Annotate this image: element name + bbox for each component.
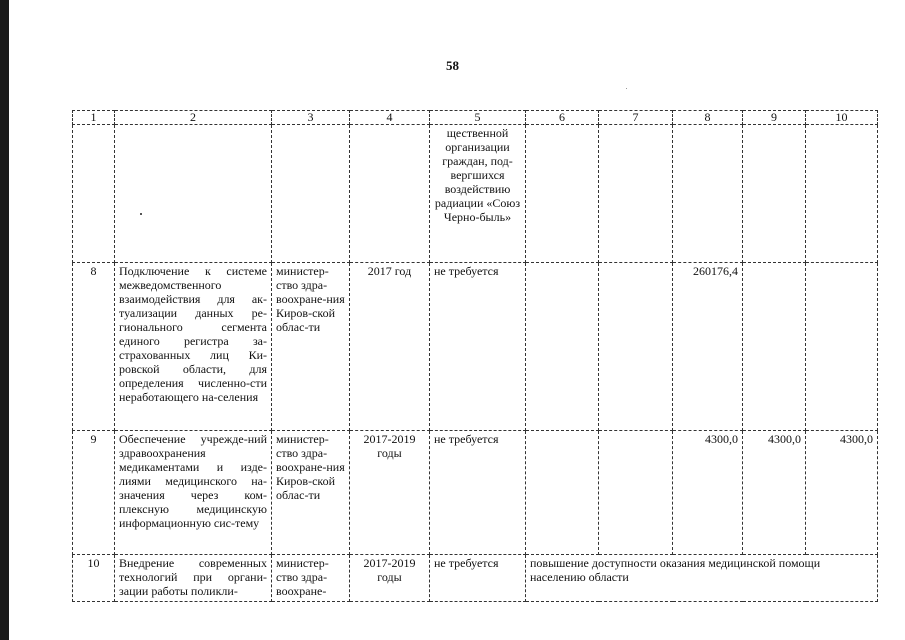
col6-cell bbox=[526, 431, 599, 555]
header-col-10: 10 bbox=[806, 111, 878, 125]
page-number: 58 bbox=[446, 58, 459, 73]
executor-cell: министер-ство здра-воохране-ния Киров-ской облас-ти bbox=[272, 431, 350, 555]
header-col-8: 8 bbox=[673, 111, 743, 125]
header-col-9: 9 bbox=[743, 111, 806, 125]
col9-cell: 4300,0 bbox=[743, 431, 806, 555]
table-cell bbox=[73, 125, 115, 263]
scan-speck bbox=[626, 88, 627, 89]
col5-cell: не требуется bbox=[430, 263, 526, 431]
period-cell: 2017-2019 годы bbox=[350, 431, 430, 555]
measure-cell: Подключение к системе межведомственного взаимодействия для ак-туализации данных ре-гионального сегмента единого регистра за-страхованных лиц Ки-ровской области, для определения численно-сти неработающего на-селения bbox=[115, 263, 272, 431]
row-number: 8 bbox=[73, 263, 115, 431]
table-row bbox=[73, 431, 878, 555]
col6-cell bbox=[526, 263, 599, 431]
table-cell bbox=[272, 125, 350, 263]
col8-cell: 4300,0 bbox=[673, 431, 743, 555]
table-cell bbox=[115, 125, 272, 263]
table-cell bbox=[743, 125, 806, 263]
header-col-5: 5 bbox=[430, 111, 526, 125]
col9-cell bbox=[743, 263, 806, 431]
executor-cell: министер-ство здра-воохране- bbox=[272, 555, 350, 602]
measures-table bbox=[72, 110, 878, 602]
header-col-7: 7 bbox=[599, 111, 673, 125]
table-cell bbox=[806, 125, 878, 263]
table-row bbox=[73, 263, 878, 431]
executor-cell: министер-ство здра-воохране-ния Киров-ской облас-ти bbox=[272, 263, 350, 431]
header-col-3: 3 bbox=[272, 111, 350, 125]
col10-cell: 4300,0 bbox=[806, 431, 878, 555]
period-cell: 2017 год bbox=[350, 263, 430, 431]
measure-cell: Внедрение современных технологий при органи-зации работы поликли- bbox=[115, 555, 272, 602]
row-number: 10 bbox=[73, 555, 115, 602]
table-cell: щественной организации граждан, под-вергшихся воздействию радиации «Союз Черно-быль» bbox=[430, 125, 526, 263]
header-col-1: 1 bbox=[73, 111, 115, 125]
result-cell: повышение доступности оказания медицинской помощи населению области bbox=[526, 555, 878, 602]
row-number: 9 bbox=[73, 431, 115, 555]
table-cell bbox=[599, 125, 673, 263]
header-col-2: 2 bbox=[115, 111, 272, 125]
table-cell bbox=[526, 125, 599, 263]
header-row bbox=[73, 111, 878, 125]
table-cell bbox=[673, 125, 743, 263]
col5-cell: не требуется bbox=[430, 555, 526, 602]
header-col-4: 4 bbox=[350, 111, 430, 125]
scan-edge-bar bbox=[0, 0, 9, 640]
col7-cell bbox=[599, 431, 673, 555]
table-row bbox=[73, 125, 878, 263]
header-col-6: 6 bbox=[526, 111, 599, 125]
col5-cell: не требуется bbox=[430, 431, 526, 555]
col8-cell: 260176,4 bbox=[673, 263, 743, 431]
table-row bbox=[73, 555, 878, 602]
measure-cell: Обеспечение учрежде-ний здравоохранения медикаментами и изде-лиями медицинского на-значения через ком-плексную медицинскую информационную сис-тему bbox=[115, 431, 272, 555]
col7-cell bbox=[599, 263, 673, 431]
period-cell: 2017-2019 годы bbox=[350, 555, 430, 602]
table-cell bbox=[350, 125, 430, 263]
col10-cell bbox=[806, 263, 878, 431]
